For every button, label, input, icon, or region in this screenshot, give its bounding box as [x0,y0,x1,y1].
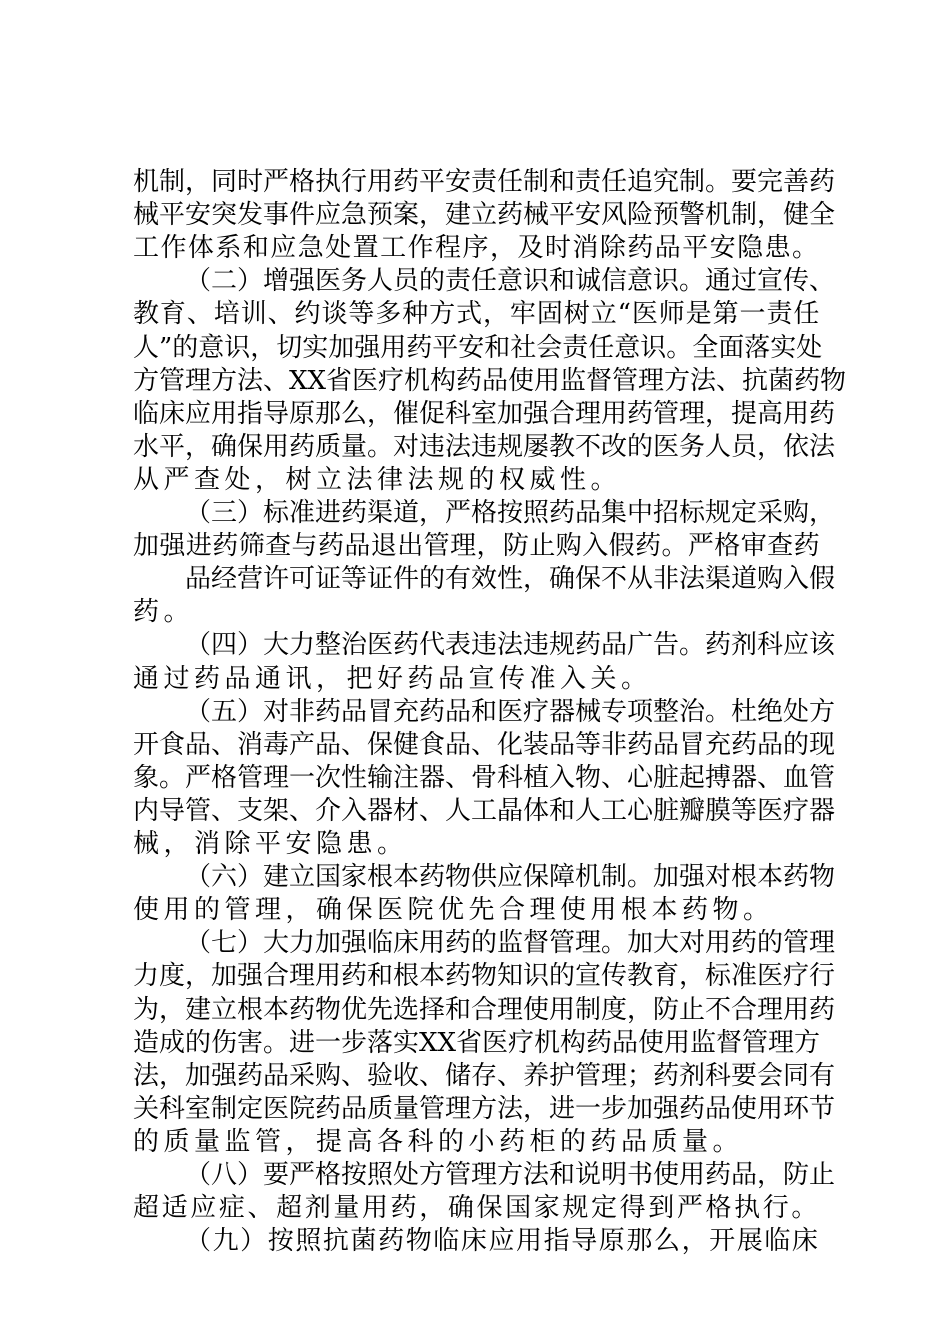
text-line: 从严查处，树立法律法规的权威性。 [133,465,622,495]
text-line: （七）大力加强临床用药的监督管理。加大对用药的管理 [185,928,836,958]
text-line: 械，消除平安隐患。 [133,829,408,859]
text-line: 方管理方法、XX省医疗机构药品使用监督管理方法、抗菌药物 [133,366,847,396]
text-line: 教育、培训、约谈等多种方式，牢固树立“医师是第一责任 [133,299,821,329]
text-line: 通过药品通讯，把好药品宣传准入关。 [133,664,652,694]
text-line: 品经营许可证等证件的有效性，确保不从非法渠道购入假 [185,564,836,594]
text-line: 造成的伤害。进一步落实XX省医疗机构药品使用监督管理方 [133,1028,821,1058]
text-line: 加强进药筛查与药品退出管理，防止购入假药。严格审查药 [133,531,821,561]
text-line: （五）对非药品冒充药品和医疗器械专项整治。杜绝处方 [185,697,836,727]
text-line: 临床应用指导原那么，催促科室加强合理用药管理，提高用药 [133,399,836,429]
text-line: 超适应症、超剂量用药，确保国家规定得到严格执行。 [133,1193,821,1223]
text-line: 关科室制定医院药品质量管理方法，进一步加强药品使用环节 [133,1094,836,1124]
text-line: 工作体系和应急处置工作程序，及时消除药品平安隐患。 [133,233,820,263]
text-line: （八）要严格按照处方管理方法和说明书使用药品，防止 [185,1160,836,1190]
text-line: （九）按照抗菌药物临床应用指导原那么，开展临床 [185,1226,820,1256]
text-line: 机制，同时严格执行用药平安责任制和责任追究制。要完善药 [133,167,836,197]
text-line: 力度，加强合理用药和根本药物知识的宣传教育，标准医疗行 [133,961,836,991]
text-line: （二）增强医务人员的责任意识和诚信意识。通过宣传、 [185,266,836,296]
text-line: 法，加强药品采购、验收、储存、养护管理；药剂科要会同有 [133,1061,836,1091]
text-line: 使用的管理，确保医院优先合理使用根本药物。 [133,895,774,925]
text-line: 药。 [133,597,195,627]
text-line: 为，建立根本药物优先选择和合理使用制度，防止不合理用药 [133,995,836,1025]
text-line: （四）大力整治医药代表违法违规药品广告。药剂科应该 [185,630,836,660]
text-line: （三）标准进药渠道，严格按照药品集中招标规定采购， [185,498,836,528]
text-line: 人”的意识，切实加强用药平安和社会责任意识。全面落实处 [133,333,823,363]
text-line: 开食品、消毒产品、保健食品、化装品等非药品冒充药品的现 [133,730,836,760]
text-line: 象。严格管理一次性输注器、骨科植入物、心脏起搏器、血管 [133,763,836,793]
text-line: 内导管、支架、介入器材、人工晶体和人工心脏瓣膜等医疗器 [133,796,836,826]
text-line: 的质量监管，提高各科的小药柜的药品质量。 [133,1127,744,1157]
text-line: 水平，确保用药质量。对违法违规屡教不改的医务人员，依法 [133,432,836,462]
text-line: 械平安突发事件应急预案，建立药械平安风险预警机制，健全 [133,200,836,230]
text-line: （六）建立国家根本药物供应保障机制。加强对根本药物 [185,862,836,892]
